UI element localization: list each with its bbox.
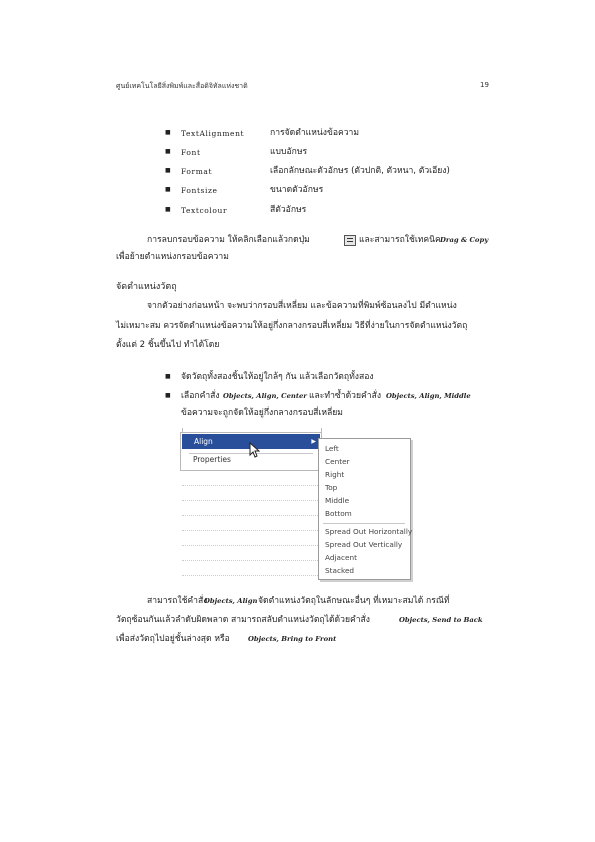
bullet-icon: ■ [165,129,171,136]
submenu-item-middle[interactable]: Middle [325,496,350,505]
submenu-item-spread-vertically[interactable]: Spread Out Vertically [325,540,403,549]
command-text: Objects, Align, Center [223,392,307,400]
bullet-icon: ■ [165,148,171,155]
property-desc: สีตัวอักษร [270,205,307,215]
paragraph-text: วัตถุซ้อนกันแล้วลำดับผิดพลาด สามารถสลับตำแหน่งวัตถุได้ด้วยคำสั่ง [116,615,370,625]
paragraph-text: เพื่อส่งวัตถุไปอยู่ชั้นล่างสุด หรือ [116,634,230,644]
paragraph-text: ไม่เหมาะสม ควรจัดตำแหน่งข้อความให้อยู่กึ่งกลางกรอบสี่เหลี่ยม วิธีที่ง่ายในการจัดตำแหน่งวัตถุ [116,321,468,331]
property-desc: การจัดตำแหน่งข้อความ [270,128,360,138]
paragraph-text: สามารถใช้คำสั่ง [147,596,208,606]
paragraph-text: และสามารถใช้เทคนิค [359,235,441,245]
submenu-item-stacked[interactable]: Stacked [325,566,355,575]
submenu-arrow-icon: ▶ [311,438,316,445]
align-submenu [318,438,411,580]
section-heading: จัดตำแหน่งวัตถุ [116,282,177,292]
property-name: Textcolour [181,206,228,215]
command-text: Objects, Send to Back [399,616,483,624]
paragraph-text: ตั้งแต่ 2 ชิ้นขึ้นไป ทำได้โดย [116,340,220,350]
submenu-item-center[interactable]: Center [325,457,350,466]
step-text: จัดวัตถุทั้งสองชิ้นให้อยู่ใกล้ๆ กัน แล้วเลือกวัตถุทั้งสอง [181,372,374,382]
page-number: 19 [480,81,489,89]
submenu-item-spread-horizontally[interactable]: Spread Out Horizontally [325,527,413,536]
command-text: Drag & Copy [440,236,489,244]
paragraph-text: เพื่อย้ายตำแหน่งกรอบข้อความ [116,252,229,262]
paragraph-text: จัดตำแหน่งวัตถุในลักษณะอื่นๆ ที่เหมาะสมได้ กรณีที่ [258,596,450,606]
property-name: Font [181,148,201,157]
mouse-cursor-icon [249,442,260,458]
bullet-icon: ■ [165,392,171,399]
property-name: Format [181,167,213,176]
delete-button-icon [344,235,356,246]
command-text: Objects, Bring to Front [248,635,337,643]
paragraph-text: จากตัวอย่างก่อนหน้า จะพบว่ากรอบสี่เหลี่ยม และข้อความที่พิมพ์ซ้อนลงไป มีตำแหน่ง [147,301,457,311]
property-desc: เลือกลักษณะตัวอักษร (ตัวปกติ, ตัวหนา, ตัวเอียง) [270,166,450,176]
property-desc: แบบอักษร [270,147,308,157]
menu-item-properties[interactable]: Properties [193,455,231,464]
step-text: เลือกคำสั่ง [181,391,220,401]
property-name: Fontsize [181,186,218,195]
paragraph-text: การลบกรอบข้อความ ให้คลิกเลือกแล้วกดปุ่ม [147,235,310,245]
submenu-item-right[interactable]: Right [325,470,345,479]
step-text: และทำซ้ำด้วยคำสั่ง [309,391,382,401]
menu-item-label: Align [194,437,213,446]
submenu-item-top[interactable]: Top [325,483,338,492]
submenu-item-left[interactable]: Left [325,444,339,453]
bullet-icon: ■ [165,167,171,174]
submenu-item-adjacent[interactable]: Adjacent [325,553,357,562]
bullet-icon: ■ [165,373,171,380]
property-desc: ขนาดตัวอักษร [270,185,324,195]
bullet-icon: ■ [165,206,171,213]
property-name: TextAlignment [181,129,245,138]
header-title: ศูนย์เทคโนโลยีสิ่งพิมพ์และสื่อดิจิทัลแห่งชาติ [116,82,248,90]
submenu-item-bottom[interactable]: Bottom [325,509,352,518]
menu-separator [323,523,405,524]
command-text: Objects, Align [204,597,258,605]
bullet-icon: ■ [165,186,171,193]
command-text: Objects, Align, Middle [386,392,471,400]
step-text: ข้อความจะถูกจัดให้อยู่กึ่งกลางกรอบสี่เหลี่ยม [181,408,343,418]
